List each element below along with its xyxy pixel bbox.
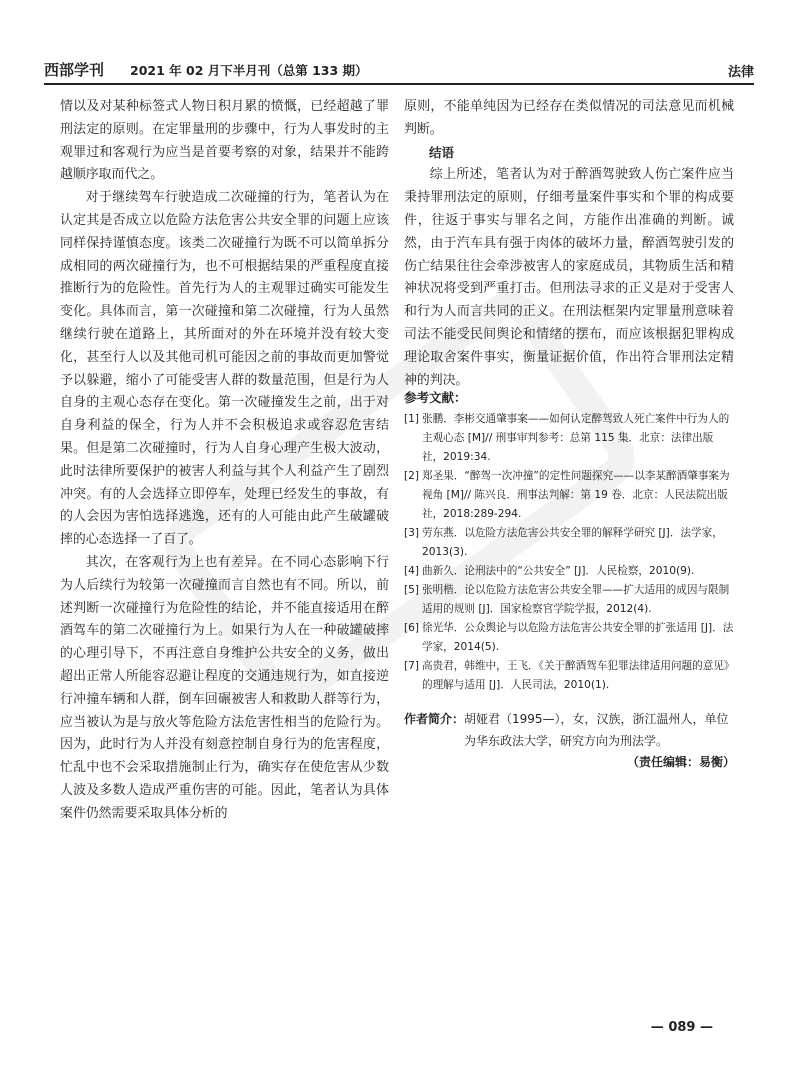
reference-item: [4] 曲新久．论刑法中的“公共安全” [J]．人民检察，2010(9). [404, 565, 695, 577]
left-column [60, 96, 389, 826]
references-list [404, 410, 734, 695]
section-label: 法律 [727, 65, 754, 80]
paragraph: 对于继续驾车行驶造成二次碰撞的行为，笔者认为在认定其是否成立以危险方法危害公共安全罪的问题上应该同样保持谨慎态度。该类二次碰撞行为既不可以简单拆分成相同的两次碰撞行为，也不可根据结果的严重程度直接推断行为的危险性。首先行为人的主观罪过确实可能发生变化。具体而言，第一次碰撞和第二次碰撞，行为人虽然继续行驶在道路上，其所面对的外在环境并没有较大变化，甚至行人以及其他司机可能因之前的事故而更加警觉予以躲避，缩小了可能受害人群的数量范围，但是行为人自身的主观心态存在变化。第一次碰撞发生之前，出于对自身利益的保全，行为人并不会积极追求或容忍危害结果。但是第二次碰撞时，行为人自身心理产生极大波动，此时法律所要保护的被害人利益与其个人利益产生了剧烈冲突。有的人会选择立即停车，处理已经发生的事故，有的人会因为害怕选择逃逸，还有的人可能由此产生破罐破摔的心态选择一了百了。 [60, 190, 389, 548]
paragraph: 综上所述，笔者认为对于醉酒驾驶致人伤亡案件应当秉持罪刑法定的原则，仔细考量案件事实和个罪的构成要件，往返于事实与罪名之间，方能作出准确的判断。诚然，由于汽车具有强于肉体的破坏力量，醉酒驾驶引发的伤亡结果往往会牵涉被害人的家庭成员，其物质生活和精神状况将受到严重打击。但刑法寻求的正义是对于受害人和行为人而言共同的正义。在刑法框架内定罪量刑意味着司法不能受民间舆论和情绪的摆布，而应该根据犯罪构成理论取舍案件事实，衡量证据价值，作出符合罪刑法定精神的判决。 [404, 167, 734, 388]
paragraph: 情以及对某种标签式人物日积月累的愤慨，已经超越了罪刑法定的原则。在定罪量刑的步骤中，行为人事发时的主观罪过和客观行为应当是首要考察的对象，结果并不能跨越顺序取而代之。 [60, 99, 389, 183]
reference-item: [3] 劳东燕．以危险方法危害公共安全罪的解释学研究 [J]．法学家，2013(3). [404, 527, 723, 558]
author-line: 胡娅君（1995—），女，汉族，浙江温州人，单位 [464, 712, 729, 726]
reference-item: [2] 郑圣果．“醉驾一次冲撞”的定性问题探究——以李某醉酒肇事案为视角 [M]// 陈兴良．刑事法判解：第 19 卷．北京：人民法院出版社，2018:289-294. [404, 470, 730, 520]
paragraph: 原则，不能单纯因为已经存在类似情况的司法意见而机械判断。 [404, 99, 734, 137]
author-bio [404, 708, 739, 752]
right-column [404, 96, 734, 392]
references-title: 参考文献： [404, 390, 467, 405]
reference-item: [7] 高贵君，韩维中，王飞．《关于醉酒驾车犯罪法律适用问题的意见》的理解与适用 [J]．人民司法，2010(1). [404, 660, 730, 691]
journal-brand: 西部学刊 [44, 61, 105, 79]
author-line: 为华东政法大学，研究方向为刑法学。 [464, 734, 669, 748]
conclusion-heading: 结语 [429, 144, 455, 160]
page-number: — 089 — [650, 1020, 713, 1035]
page-header [44, 57, 754, 85]
reference-item: [6] 徐光华．公众舆论与以危险方法危害公共安全罪的扩张适用 [J]．法学家，2014(5). [404, 622, 734, 653]
issue-info: 2021 年 02 月下半月刊（总第 133 期） [130, 63, 368, 78]
author-label: 作者简介： [404, 712, 465, 726]
reference-item: [5] 张明楷．论以危险方法危害公共安全罪——扩大适用的成因与限制适用的规则 [J]．国家检察官学院学报，2012(4). [404, 584, 730, 615]
paragraph: 其次，在客观行为上也有差异。在不同心态影响下行为人后续行为较第一次碰撞而言自然也有不同。所以，前述判断一次碰撞行为危险性的结论，并不能直接适用在醉酒驾车的第二次碰撞行为上。如果行为人在一种破罐破摔的心理引导下，不再注意自身维护公共安全的义务，做出超出正常人所能容忍避让程度的交通违规行为，如直接逆行冲撞车辆和人群，倒车回碾被害人和救助人群等行为，应当被认为是与放火等危险方法危害性相当的危险行为。因为，此时行为人并没有刻意控制自身行为的危害程度，忙乱中也不会采取措施制止行为，确实存在使危害从少数人波及多数人造成严重伤害的可能。因此，笔者认为具体案件仍然需要采取具体分析的 [60, 554, 389, 821]
reference-item: [1] 张鹏．李彬交通肇事案——如何认定醉驾致人死亡案件中行为人的主观心态 [M]// 刑事审判参考：总第 115 集．北京：法律出版社，2019:34. [404, 413, 730, 463]
responsible-editor: （责任编辑：易衡） [626, 755, 735, 769]
